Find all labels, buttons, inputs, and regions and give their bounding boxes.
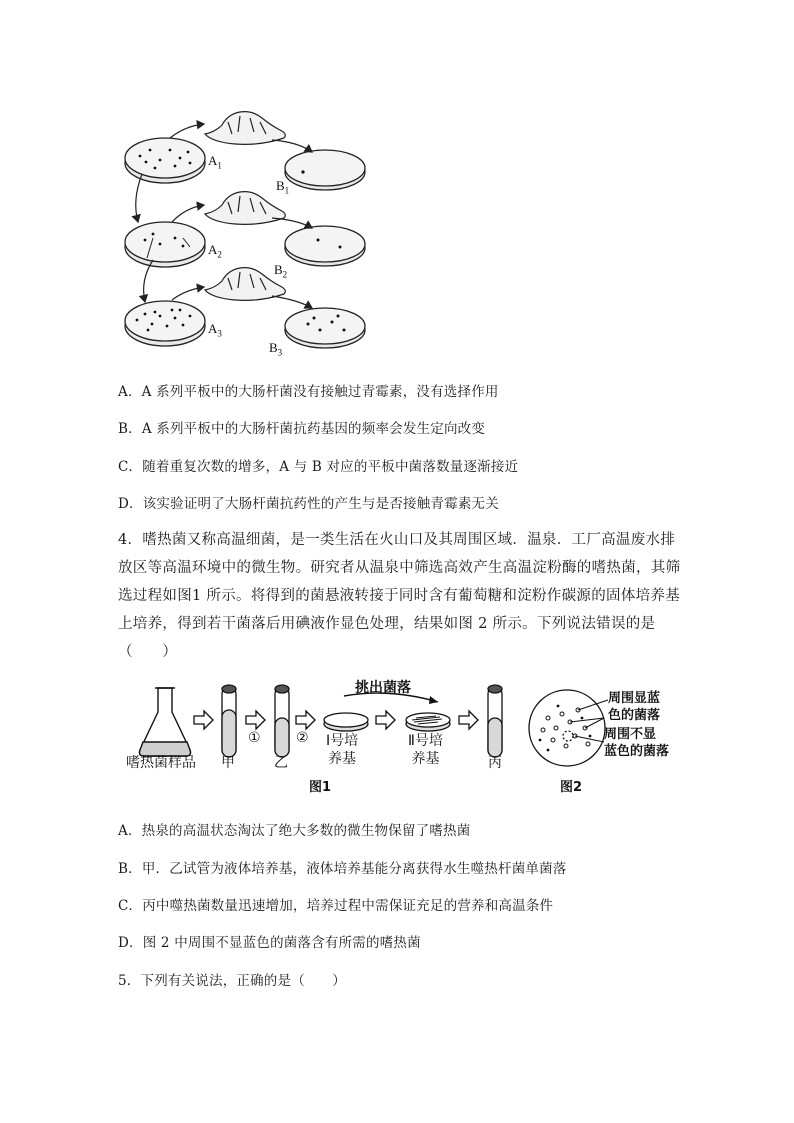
test-tube-yi (275, 685, 289, 757)
plate-b2 (285, 226, 365, 266)
plate-b1 (285, 150, 365, 190)
label-a3: $A_3$ (208, 321, 222, 339)
tube-yi-label: 乙 (274, 755, 288, 771)
tube-jia-label: 甲 (221, 755, 235, 771)
blue-colony-label: 周围显蓝 色的菌落 (608, 691, 661, 723)
test-tube-jia (222, 685, 236, 757)
q4-option-c: C．丙中噬热菌数量迅速增加，培养过程中需保证充足的营养和高温条件 (118, 898, 554, 914)
plate-figure-2 (529, 690, 608, 766)
label-b3: $B_3$ (269, 340, 283, 358)
plate-a2 (125, 222, 205, 267)
q4-option-a: A．热泉的高温状态淘汰了绝大多数的微生物保留了嗜热菌 (118, 823, 471, 839)
q5-stem: 5．下列有关说法，正确的是（ ） (118, 973, 346, 989)
plate-two-label: Ⅱ号培 养基 (408, 733, 443, 767)
label-b2: $B_2$ (274, 262, 288, 280)
pick-colony-label: 挑出菌落 (355, 680, 411, 696)
q4-option-b: B．甲．乙试管为液体培养基，液体培养基能分离获得水生噬热杆菌单菌落 (118, 861, 567, 877)
step-1-label: ① (248, 730, 261, 746)
plate-b3 (285, 308, 365, 348)
figure-1-caption: 图1 (309, 780, 332, 795)
flask-icon (140, 688, 191, 756)
q3-option-d: D．该实验证明了大肠杆菌抗药性的产生与是否接触青霉素无关 (118, 496, 499, 512)
velvet-stamp-1 (205, 112, 285, 145)
tube-bing-label: 丙 (488, 755, 502, 771)
q4-stem: 4．嗜热菌又称高温细菌，是一类生活在火山口及其周围区域．温泉．工厂高温废水排放区等高温环境中的微生物。研究者从温泉中筛选高效产生高温淀粉酶的嗜热菌，其筛选过程如图1 所示。将得到的菌悬液转接于同时含有葡萄糖和淀粉作碳源的固体培养基上培养，得到若干菌落后用碘液作显色处理，结果如图 2 所示。下列说法错误的是（ ） (118, 532, 681, 660)
test-tube-bing (488, 685, 502, 757)
plate-one (324, 713, 368, 731)
plate-one-label: Ⅰ号培 养基 (326, 733, 359, 767)
penicillin-replica-figure (0, 0, 794, 360)
flask-label: 嗜热菌样品 (126, 755, 196, 771)
label-b1: $B_1$ (276, 178, 290, 196)
nonblue-colony-label: 周围不显 蓝色的菌落 (604, 727, 670, 759)
q3-option-c: C．随着重复次数的增多，A 与 B 对应的平板中菌落数量逐渐接近 (118, 459, 519, 475)
q3-option-b: B．A 系列平板中的大肠杆菌抗药基因的频率会发生定向改变 (118, 421, 486, 437)
q3-option-a: A．A 系列平板中的大肠杆菌没有接触过青霉素，没有选择作用 (118, 384, 499, 400)
plate-a1 (125, 138, 205, 183)
q4-option-d: D．图 2 中周围不显蓝色的菌落含有所需的嗜热菌 (118, 935, 421, 951)
plate-a3 (125, 301, 205, 346)
plate-two (406, 713, 450, 731)
step-2-label: ② (296, 730, 309, 746)
label-a1: $A_1$ (208, 153, 222, 171)
label-a2: $A_2$ (208, 242, 222, 260)
velvet-stamp-2 (205, 192, 285, 225)
figure-2-caption: 图2 (560, 780, 583, 795)
